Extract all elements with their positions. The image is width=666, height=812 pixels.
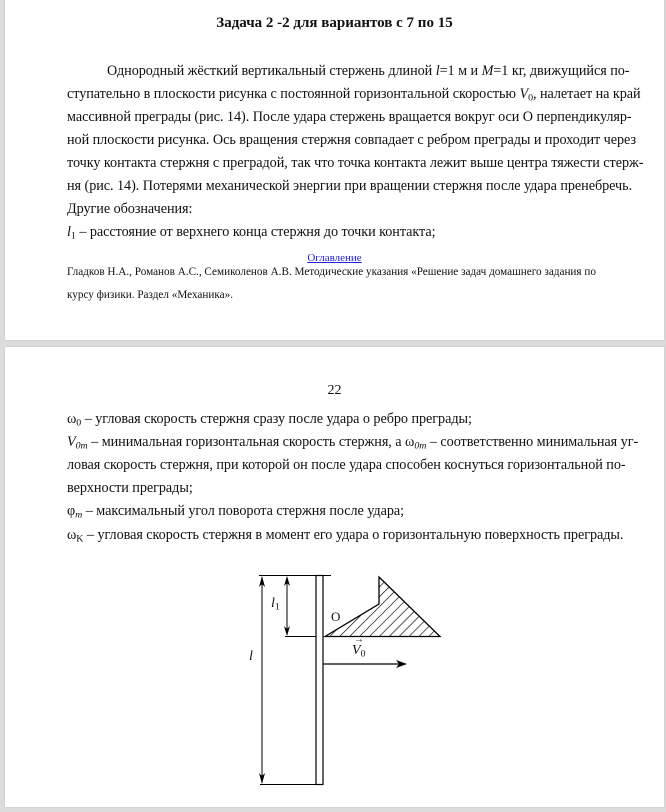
text: l	[271, 596, 275, 611]
reference-line-2: курсу физики. Раздел «Механика».	[67, 289, 233, 301]
rod-barrier-figure	[5, 347, 664, 812]
text: – угловая скорость стержня сразу после удара о ребро преграды;	[81, 411, 472, 427]
text: , налетает на край	[532, 86, 641, 102]
subscript: 1	[70, 230, 76, 242]
subscript: K	[76, 533, 84, 545]
subscript: 1	[274, 601, 280, 613]
var-l1: l	[67, 224, 71, 240]
text: =1 кг, движущийся по-	[493, 63, 630, 79]
toc-link[interactable]: Оглавление	[307, 252, 362, 264]
barrier-hatched	[325, 577, 440, 637]
label-O: O	[331, 609, 341, 624]
symbol: φ	[67, 503, 76, 519]
symbol: ω	[67, 411, 77, 427]
document-page-1	[5, 0, 664, 340]
text: – угловая скорость стержня в момент его удара о горизонтальную поверхность преграды.	[83, 527, 624, 543]
paragraph-line-1	[107, 63, 629, 80]
paragraph-line-5: точку контакта стержня с преградой, так что точка контакта лежит выше центра тяжести стерж-	[67, 155, 644, 171]
paragraph-line-4: ной плоскости рисунка. Ось вращения стержня совпадает с ребром преграды и проходит через	[67, 132, 637, 148]
definition-line-cont-1: ловая скорость стержня, при которой он после удара способен коснуться горизонтальной по-	[67, 457, 626, 473]
subscript: m	[75, 509, 83, 521]
paragraph-line-8	[67, 224, 436, 241]
definition-line-cont-2: верхности преграды;	[67, 480, 193, 496]
symbol: V	[67, 434, 76, 450]
text: – минимальная горизонтальная скорость стержня, а	[87, 434, 406, 450]
paragraph-line-6: ня (рис. 14). Потерями механической энергии при вращении стержня после удара пренебречь.	[67, 178, 633, 194]
paragraph-line-2	[67, 86, 641, 103]
text: ступательно в плоскости рисунка с постоянной горизонтальной скоростью	[67, 86, 520, 102]
symbol: ω	[405, 434, 415, 450]
subscript: 0m	[414, 440, 427, 452]
document-page-2	[5, 347, 664, 807]
var-V: V	[519, 86, 529, 102]
var-M: M	[481, 63, 494, 79]
subscript: 0	[360, 648, 366, 660]
text: =1 м и	[439, 63, 482, 79]
text: – расстояние от верхнего конца стержня до точки контакта;	[75, 224, 436, 240]
reference-line-1: Гладков Н.А., Романов А.С., Семиколенов А.В. Методические указания «Решение задач домашнего задания по	[67, 266, 596, 278]
label-l1	[271, 596, 280, 612]
label-l: l	[249, 649, 253, 664]
subscript: 0	[528, 92, 533, 104]
rod	[316, 576, 323, 785]
figure-svg	[5, 347, 664, 807]
paragraph-line-7: Другие обозначения:	[67, 201, 193, 217]
text: V	[352, 643, 361, 658]
symbol: ω	[67, 527, 77, 543]
paragraph-line-3: массивной преграды (рис. 14). После удара стержень вращается вокруг оси О перпендикуляр-	[67, 109, 632, 125]
vector-arrow: →	[354, 634, 364, 645]
label-V0	[352, 634, 366, 660]
text: – соответственно минимальная уг-	[426, 434, 639, 450]
text: – максимальный угол поворота стержня после удара;	[82, 503, 405, 519]
subscript: 0	[76, 417, 82, 429]
page-number: 22	[327, 383, 342, 398]
text: Однородный жёсткий вертикальный стержень длиной	[107, 63, 436, 79]
subscript: 0m	[75, 440, 88, 452]
var-l: l	[435, 63, 440, 79]
problem-title: Задача 2 -2 для вариантов с 7 по 15	[216, 15, 453, 31]
